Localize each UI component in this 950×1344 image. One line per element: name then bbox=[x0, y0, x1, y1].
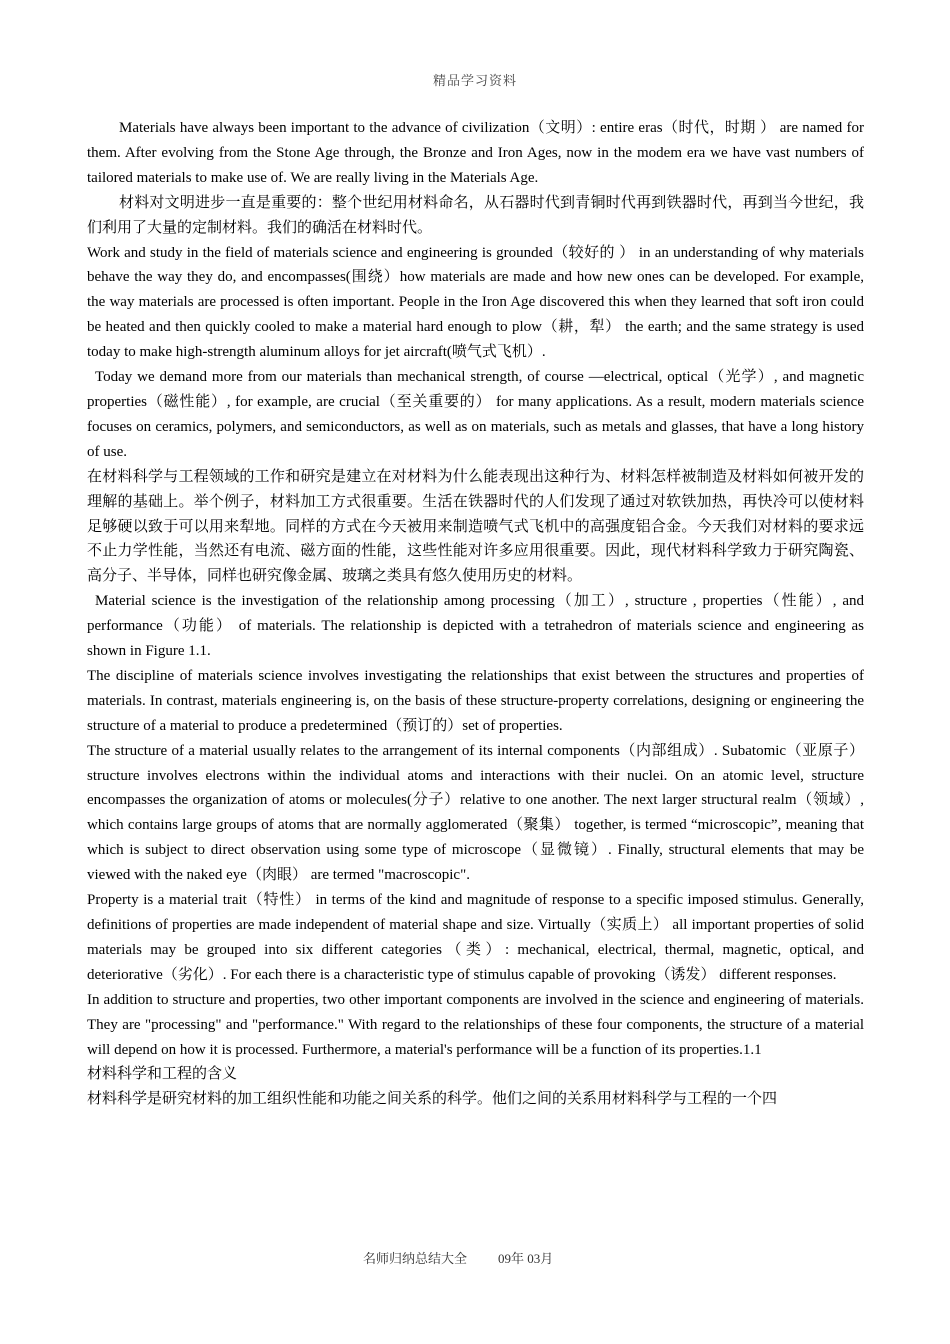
paragraph-material-science-def: Material science is the investigation of the relationship among processing（加工）, structure , properties（性能）, and performance（功能） of materials. The relationship is depicted with a tetrahedron of materials science and engineering as shown in Figure 1.1. bbox=[87, 593, 864, 660]
paragraph-discipline: The discipline of materials science involves investigating the relationships that exist between the structures and properties of materials. In contrast, materials engineering is, on the basis of these structure-property correlations, designing or engineering the structure of a material to produce a predetermined（预订的）set of properties. bbox=[87, 667, 864, 734]
paragraph-processing-performance: In addition to structure and properties, two other important components are involved in the science and engineering of materials. They are "processing" and "performance." With regard to the relationships of these four components, the structure of a material will depend on how it is processed. Furthermore, a material's performance will be a function of its properties.1.1 bbox=[87, 991, 864, 1058]
paragraph-property: Property is a material trait（特性） in terms of the kind and magnitude of response to a specific imposed stimulus. Generally, definitions of properties are made independent of material shape and size. Virtually（实质上） all important properties of solid materials may be grouped into six different categories（类）: mechanical, electrical, thermal, magnetic, optical, and deteriorative（劣化）. For each there is a characteristic type of stimulus capable of provoking（诱发） different responses. bbox=[87, 892, 864, 983]
footer-date: 09年 03月 bbox=[498, 1251, 554, 1266]
section-heading-zh: 材料科学和工程的含义 bbox=[87, 1066, 238, 1083]
paragraph-structure: The structure of a material usually relates to the arrangement of its internal components（内部组成）. Subatomic（亚原子）structure involves electrons within the individual atoms and interactions with their nuclei. On an atomic level, structure encompasses the organization of atoms or molecules(分子）relative to one another. The next larger structural realm（领域）, which contains large groups of atoms that are normally agglomerated（聚集） together, is termed “microscopic”, meaning that which is subject to direct observation using some type of microscope（显微镜）. Finally, structural elements that may be viewed with the naked eye（肉眼） are termed "macroscopic". bbox=[87, 742, 864, 884]
paragraph-definition-zh: 材料科学是研究材料的加工组织性能和功能之间关系的科学。他们之间的关系用材料科学与工程的一个四 bbox=[87, 1091, 778, 1108]
footer-left-text: 名师归纳总结大全 bbox=[363, 1251, 468, 1266]
paragraph-intro-en: Materials have always been important to the advance of civilization（文明）: entire eras（时代，时期 ） are named for them. After evolving from the Stone Age through, the Bronze and Iron Ages, now in the modem era we have vast numbers of tailored materials to make use of. We are really living in the Materials Age. bbox=[87, 120, 864, 186]
paragraph-work-study: Work and study in the field of materials science and engineering is grounded（较好的 ） in an understanding of why materials behave the way they do, and encompasses(围绕）how materials are made and how new ones can be developed. For example, the way materials are processed is often important. People in the Iron Age discovered this when they learned that soft iron could be heated and then quickly cooled to make a material hard enough to plow（耕，犁） the earth; and the same strategy is used today to make high-strength aluminum alloys for jet aircraft(喷气式飞机）. bbox=[87, 244, 864, 361]
document-body bbox=[87, 116, 864, 1112]
paragraph-today-demand: Today we demand more from our materials than mechanical strength, of course —electrical, optical（光学）, and magnetic properties（磁性能）, for example, are crucial（至关重要的） for many applications. As a result, modern materials science focuses on ceramics, polymers, and semiconductors, as well as on materials, such as metals and glasses, that have a long history of use. bbox=[87, 369, 864, 460]
page-header: 精品学习资料 bbox=[432, 73, 517, 88]
paragraph-translation-zh: 在材料科学与工程领域的工作和研究是建立在对材料为什么能表现出这种行为、材料怎样被制造及材料如何被开发的理解的基础上。举个例子，材料加工方式很重要。生活在铁器时代的人们发现了通过对软铁加热，再快冷可以使材料足够硬以致于可以用来犁地。同样的方式在今天被用来制造喷气式飞机中的高强度铝合金。今天我们对材料的要求远不止力学性能，当然还有电流、磁方面的性能，这些性能对许多应用很重要。因此，现代材料科学致力于研究陶瓷、高分子、半导体，同样也研究像金属、玻璃之类具有悠久使用历史的材料。 bbox=[87, 468, 864, 585]
paragraph-intro-zh: 材料对文明进步一直是重要的：整个世纪用材料命名，从石器时代到青铜时代再到铁器时代，再到当今世纪，我们利用了大量的定制材料。我们的确活在材料时代。 bbox=[87, 194, 864, 236]
